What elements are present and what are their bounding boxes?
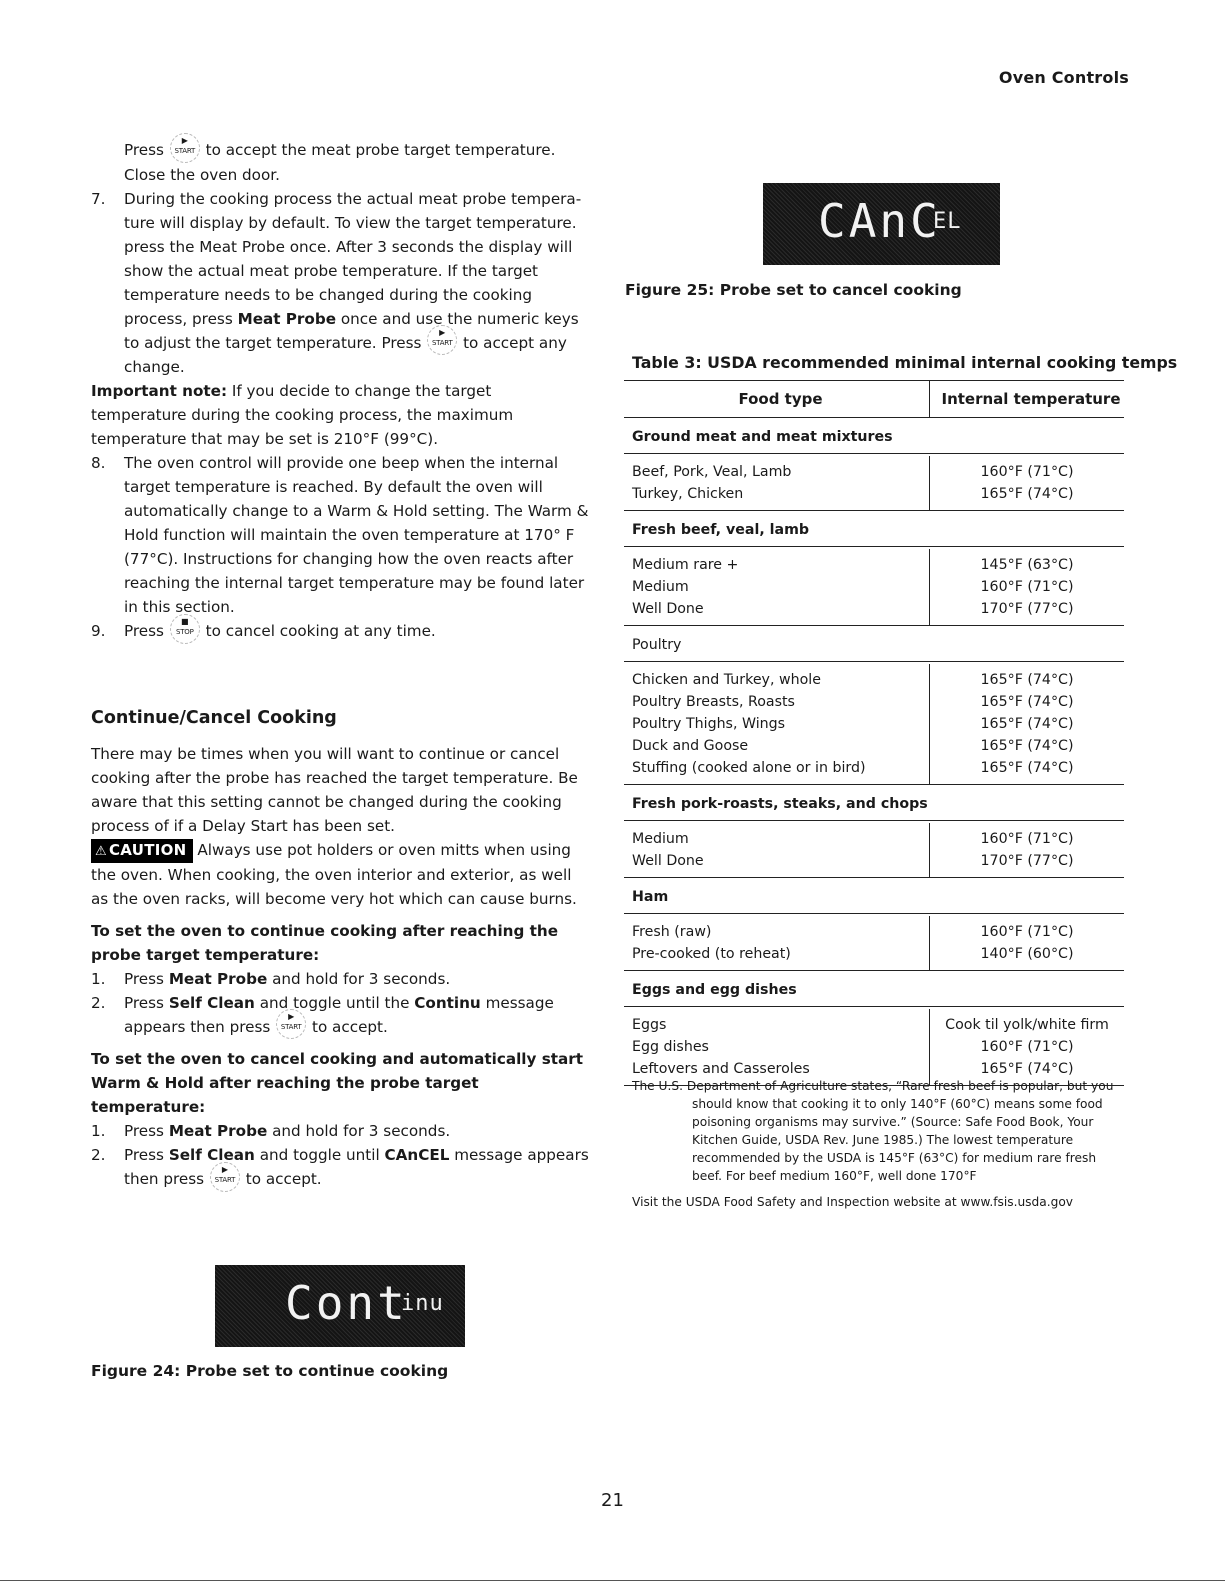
temperature-value: 160°F (71°C)	[980, 831, 1074, 847]
category-row	[624, 785, 1124, 821]
table-title: Table 3: USDA recommended minimal internal cooking temps	[632, 353, 1178, 372]
temperature-value: 165°F (74°C)	[980, 738, 1074, 754]
temperatures-cell	[930, 916, 1125, 971]
step-9-text-post: to cancel cooking at any time.	[205, 622, 436, 640]
stop-label: STOP	[175, 627, 194, 636]
page-number: 21	[601, 1490, 624, 1511]
continue-display-figure	[215, 1265, 465, 1347]
start-glyph: ▶	[439, 328, 446, 337]
table-row	[624, 664, 1124, 785]
food-item: Eggs	[632, 1017, 667, 1033]
step-9	[91, 616, 591, 644]
temperature-value: 165°F (74°C)	[980, 1061, 1074, 1077]
temperatures-cell	[930, 1009, 1125, 1086]
temperature-value: 165°F (74°C)	[980, 672, 1074, 688]
temperature-value: 165°F (74°C)	[980, 486, 1074, 502]
category-label: Ham	[624, 878, 1124, 914]
step-8	[91, 451, 591, 619]
food-items-cell	[624, 664, 930, 785]
start-button-icon	[170, 133, 200, 163]
stop-button-icon	[170, 614, 200, 644]
self-clean-key-label: Self Clean	[168, 993, 255, 1012]
category-label: Eggs and egg dishes	[624, 971, 1124, 1007]
intro-text-pre: Press	[124, 141, 164, 159]
step-text: Press	[124, 993, 164, 1012]
step-7-text-2: once and use the numeric keys to adjust the target temperature. Press	[124, 309, 579, 352]
food-item: Egg dishes	[632, 1039, 709, 1055]
temperature-value: Cook til yolk/white firm	[945, 1017, 1109, 1033]
section-intro: There may be times when you will want to continue or cancel cooking after the probe has reached the target temperature. Be aware that this setting cannot be changed during the cooking process of if a Delay Start has been set.	[91, 744, 578, 835]
intro-line2: Close the oven door.	[124, 165, 280, 184]
food-item: Turkey, Chicken	[632, 486, 744, 502]
food-items-cell	[624, 549, 930, 626]
step-9-text-pre: Press	[124, 622, 164, 640]
figure-25-caption: Figure 25: Probe set to cancel cooking	[625, 281, 962, 299]
header-food-type: Food type	[624, 381, 930, 418]
food-items-cell	[624, 823, 930, 878]
step-7-text-3: to accept any change.	[124, 333, 567, 376]
meat-probe-key-label: Meat Probe	[168, 969, 268, 988]
caution-block	[91, 838, 591, 911]
category-label: Fresh pork-roasts, steaks, and chops	[624, 785, 1124, 821]
cancel-step-1	[91, 1119, 591, 1143]
display-suffix-text: EL	[933, 209, 962, 234]
temperature-value: 165°F (74°C)	[980, 760, 1074, 776]
start-label: START	[280, 1023, 302, 1031]
meat-probe-key-label: Meat Probe	[237, 309, 337, 328]
usda-website-note: Visit the USDA Food Safety and Inspection website at www.fsis.usda.gov	[632, 1195, 1074, 1209]
step-text: and hold for 3 seconds.	[272, 969, 451, 988]
continu-message-label: Continu	[414, 993, 481, 1012]
display-main-text: Cont	[285, 1276, 408, 1330]
usda-temperature-table	[624, 380, 1124, 1086]
category-row	[624, 971, 1124, 1007]
table-footnotes	[632, 1077, 1120, 1211]
step-number: 7.	[91, 189, 106, 208]
step-number: 2.	[91, 1146, 106, 1164]
caution-badge	[91, 839, 193, 863]
step-text: and toggle until	[259, 1146, 380, 1164]
temperatures-cell	[930, 456, 1125, 511]
temperature-value: 165°F (74°C)	[980, 694, 1074, 710]
caution-text: Always use pot holders or oven mitts when using the oven. When cooking, the oven interior and exterior, as well as the oven racks, will become very hot which can cause burns.	[91, 840, 577, 908]
table-row	[624, 1009, 1124, 1086]
start-button-icon	[210, 1162, 240, 1192]
temperature-value: 170°F (77°C)	[980, 853, 1074, 869]
food-item: Medium	[632, 831, 689, 847]
important-note-text: If you decide to change the target temperature during the cooking process, the maximum temperature that may be set is 210°F (99°C).	[91, 382, 514, 448]
display-main-text: CAnC	[818, 194, 941, 248]
step-text: Press	[124, 969, 164, 988]
step-text: Press	[124, 1122, 164, 1140]
food-items-cell	[624, 916, 930, 971]
usda-footnote: The U.S. Department of Agriculture states, “Rare fresh beef is popular, but you should know that cooking it to only 140°F (60°C) means some food poisoning organisms may survive.” (Source: Safe Food Book, Your Kitchen Guide, USDA Rev. June 1985.) The lowest temperature recommended by the USDA is 145°F (63°C) for medium rare fresh beef. For beef medium 160°F, well done 170°F	[632, 1079, 1114, 1183]
temperature-value: 160°F (71°C)	[980, 924, 1074, 940]
food-item: Stuffing (cooked alone or in bird)	[632, 760, 866, 776]
category-label: Fresh beef, veal, lamb	[624, 511, 1124, 547]
table-row	[624, 456, 1124, 511]
step-text: Press	[124, 1146, 164, 1164]
temperature-value: 160°F (71°C)	[980, 464, 1074, 480]
cancel-step-2	[91, 1143, 591, 1192]
step-number: 9.	[91, 622, 106, 640]
section-title: Continue/Cancel Cooking	[91, 707, 337, 728]
table-row	[624, 823, 1124, 878]
cancel-procedure-title: To set the oven to cancel cooking and automatically start Warm & Hold after reaching the probe target temperature:	[91, 1050, 583, 1116]
important-note	[91, 379, 591, 451]
start-button-icon	[427, 325, 457, 355]
food-item: Fresh (raw)	[632, 924, 712, 940]
start-label: START	[431, 339, 453, 347]
food-item: Medium	[632, 579, 689, 595]
start-label: START	[174, 146, 196, 155]
cancel-message-label: CAnCEL	[384, 1146, 450, 1164]
food-item: Beef, Pork, Veal, Lamb	[632, 464, 792, 480]
category-row	[624, 626, 1124, 662]
food-items-cell	[624, 1009, 930, 1086]
food-item: Poultry Breasts, Roasts	[632, 694, 795, 710]
stop-glyph: ■	[181, 616, 189, 626]
temperature-value: 145°F (63°C)	[980, 557, 1074, 573]
food-item: Poultry Thighs, Wings	[632, 716, 786, 732]
step-text: message appears then press	[124, 993, 554, 1036]
left-column	[91, 135, 591, 1192]
step-text: to accept.	[311, 1017, 388, 1036]
intro-paragraph	[91, 135, 591, 187]
step-number: 1.	[91, 969, 106, 988]
temperature-value: 140°F (60°C)	[980, 946, 1074, 962]
food-item: Leftovers and Casseroles	[632, 1061, 810, 1077]
self-clean-key-label: Self Clean	[168, 1146, 255, 1164]
food-item: Well Done	[632, 601, 704, 617]
food-item: Medium rare +	[632, 557, 739, 573]
temperature-value: 160°F (71°C)	[980, 579, 1074, 595]
header-internal-temperature: Internal temperature	[930, 381, 1125, 418]
category-row	[624, 418, 1124, 454]
step-text: message appears then press	[124, 1146, 589, 1188]
temperature-value: 170°F (77°C)	[980, 601, 1074, 617]
intro-text-post: to accept the meat probe target temperature.	[205, 141, 556, 159]
step-text: to accept.	[245, 1170, 322, 1188]
meat-probe-key-label: Meat Probe	[168, 1122, 268, 1140]
start-glyph: ▶	[181, 135, 188, 145]
warning-icon: ⚠	[95, 843, 107, 859]
start-glyph: ▶	[288, 1012, 295, 1021]
food-item: Chicken and Turkey, whole	[632, 672, 821, 688]
running-header: Oven Controls	[998, 68, 1129, 87]
start-label: START	[214, 1175, 236, 1184]
cancel-display-figure	[763, 183, 1000, 265]
start-glyph: ▶	[221, 1164, 229, 1174]
step-number: 1.	[91, 1122, 106, 1140]
category-row	[624, 511, 1124, 547]
figure-24-caption: Figure 24: Probe set to continue cooking	[91, 1362, 449, 1380]
step-number: 8.	[91, 454, 106, 472]
step-7-text: During the cooking process the actual meat probe tempera- ture will display by default. To view the target temperature. press the Meat Probe once. After 3 seconds the display will show the actual meat probe temperature. If the target temperature needs to be changed during the cooking process, press	[124, 189, 582, 328]
start-button-icon	[276, 1009, 306, 1039]
table-row	[624, 916, 1124, 971]
category-label: Ground meat and meat mixtures	[624, 418, 1124, 454]
food-item: Duck and Goose	[632, 738, 749, 754]
category-label: Poultry	[624, 626, 1124, 662]
important-note-label: Important note:	[91, 382, 228, 400]
temperature-value: 165°F (74°C)	[980, 716, 1074, 732]
caution-label: CAUTION	[108, 840, 187, 859]
bottom-rule	[0, 1580, 1225, 1581]
display-suffix-text: inu	[401, 1291, 444, 1316]
food-items-cell	[624, 456, 930, 511]
step-7	[91, 187, 591, 380]
continue-procedure-title: To set the oven to continue cooking after reaching the probe target temperature:	[91, 921, 558, 964]
temperatures-cell	[930, 549, 1125, 626]
temperature-value: 160°F (71°C)	[980, 1039, 1074, 1055]
temperatures-cell	[930, 823, 1125, 878]
temperatures-cell	[930, 664, 1125, 785]
continue-step-2	[91, 991, 591, 1040]
category-row	[624, 878, 1124, 914]
table-header-row	[624, 381, 1124, 418]
step-8-text: The oven control will provide one beep when the internal target temperature is reached. By default the oven will automatically change to a Warm & Hold setting. The Warm & Hold function will maintain the oven temperature at 170° F (77°C). Instructions for changing how the oven reacts after reaching the internal target temperature may be found later in this section.	[124, 454, 589, 616]
table-row	[624, 549, 1124, 626]
step-text: and hold for 3 seconds.	[272, 1122, 451, 1140]
step-text: and toggle until the	[259, 993, 410, 1012]
food-item: Pre-cooked (to reheat)	[632, 946, 791, 962]
table-body	[624, 418, 1124, 1086]
food-item: Well Done	[632, 853, 704, 869]
step-number: 2.	[91, 993, 106, 1012]
continue-step-1	[91, 967, 591, 991]
